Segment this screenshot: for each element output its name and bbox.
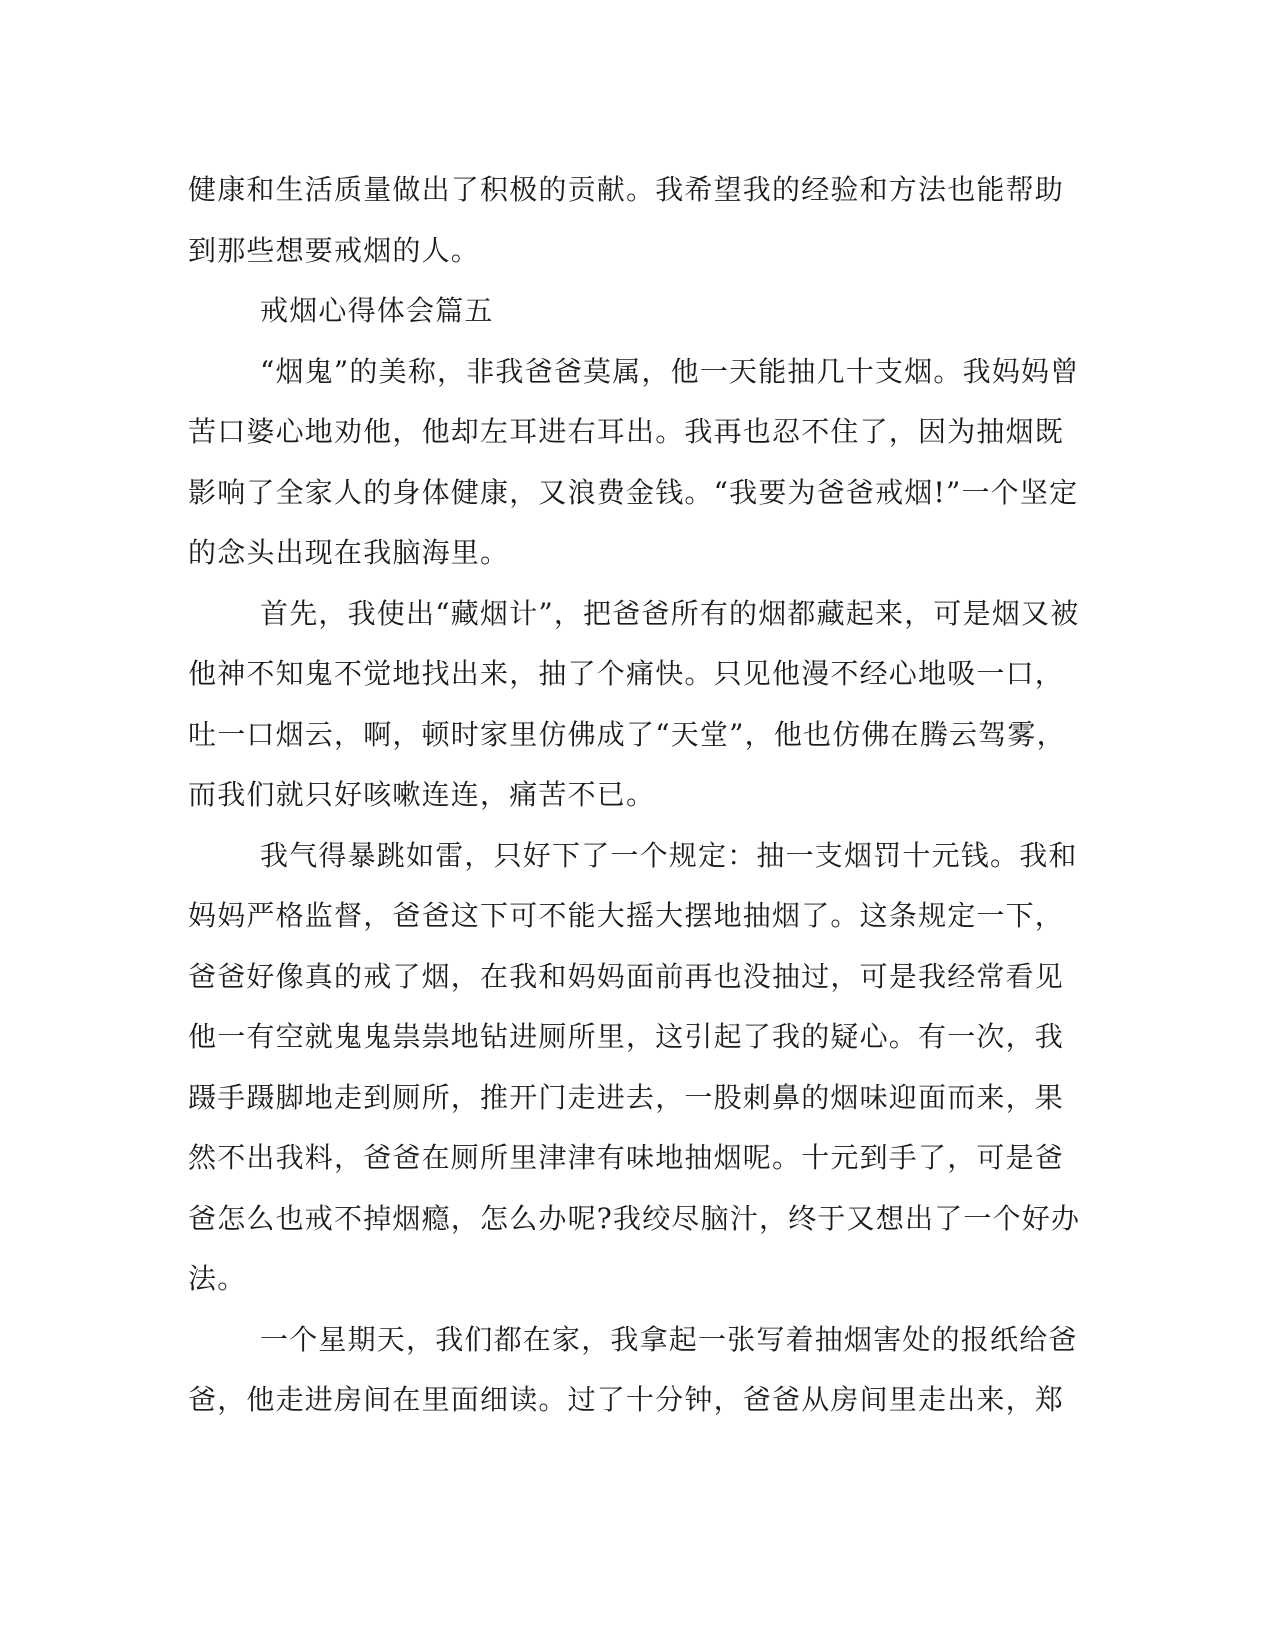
- text-line: 苦口婆心地劝他，他却左耳进右耳出。我再也忍不住了，因为抽烟既: [188, 415, 1065, 448]
- text-line: 然不出我料，爸爸在厕所里津津有味地抽烟呢。十元到手了，可是爸: [188, 1141, 1065, 1174]
- text-line: 一个星期天，我们都在家，我拿起一张写着抽烟害处的报纸给爸: [260, 1322, 1078, 1356]
- text-line: 蹑手蹑脚地走到厕所，推开门走进去，一股刺鼻的烟味迎面而来，果: [188, 1080, 1065, 1114]
- text-line: 他神不知鬼不觉地找出来，抽了个痛快。只见他漫不经心地吸一口，: [188, 657, 1065, 690]
- text-line: 到那些想要戒烟的人。: [188, 233, 481, 267]
- section-heading: 戒烟心得体会篇五: [260, 294, 494, 327]
- text-line: 他一有空就鬼鬼祟祟地钻进厕所里，这引起了我的疑心。有一次，我: [188, 1020, 1065, 1053]
- text-line: 我气得暴跳如雷，只好下了一个规定：抽一支烟罚十元钱。我和: [260, 838, 1078, 872]
- text-line: 妈妈严格监督，爸爸这下可不能大摇大摆地抽烟了。这条规定一下，: [188, 899, 1065, 932]
- text-line: 影响了全家人的身体健康，又浪费金钱。“我要为爸爸戒烟!”一个坚定: [188, 475, 1079, 509]
- text-line: 健康和生活质量做出了积极的贡献。我希望我的经验和方法也能帮助: [188, 173, 1065, 206]
- text-line: 的念头出现在我脑海里。: [188, 536, 510, 569]
- text-line: “烟鬼”的美称，非我爸爸莫属，他一天能抽几十支烟。我妈妈曾: [260, 354, 1080, 388]
- text-line: 爸怎么也戒不掉烟瘾，怎么办呢?我绞尽脑汁，终于又想出了一个好办: [188, 1201, 1081, 1235]
- text-line: 法。: [188, 1262, 247, 1295]
- text-line: 爸爸好像真的戒了烟，在我和妈妈面前再也没抽过，可是我经常看见: [188, 959, 1065, 993]
- text-line: 首先，我使出“藏烟计”，把爸爸所有的烟都藏起来，可是烟又被: [260, 596, 1080, 630]
- document-body: [188, 160, 1088, 1431]
- text-line: 爸，他走进房间在里面细读。过了十分钟，爸爸从房间里走出来，郑: [188, 1383, 1065, 1416]
- text-line: 吐一口烟云，啊，顿时家里仿佛成了“天堂”，他也仿佛在腾云驾雾，: [188, 717, 1066, 751]
- text-line: 而我们就只好咳嗽连连，痛苦不已。: [188, 778, 656, 811]
